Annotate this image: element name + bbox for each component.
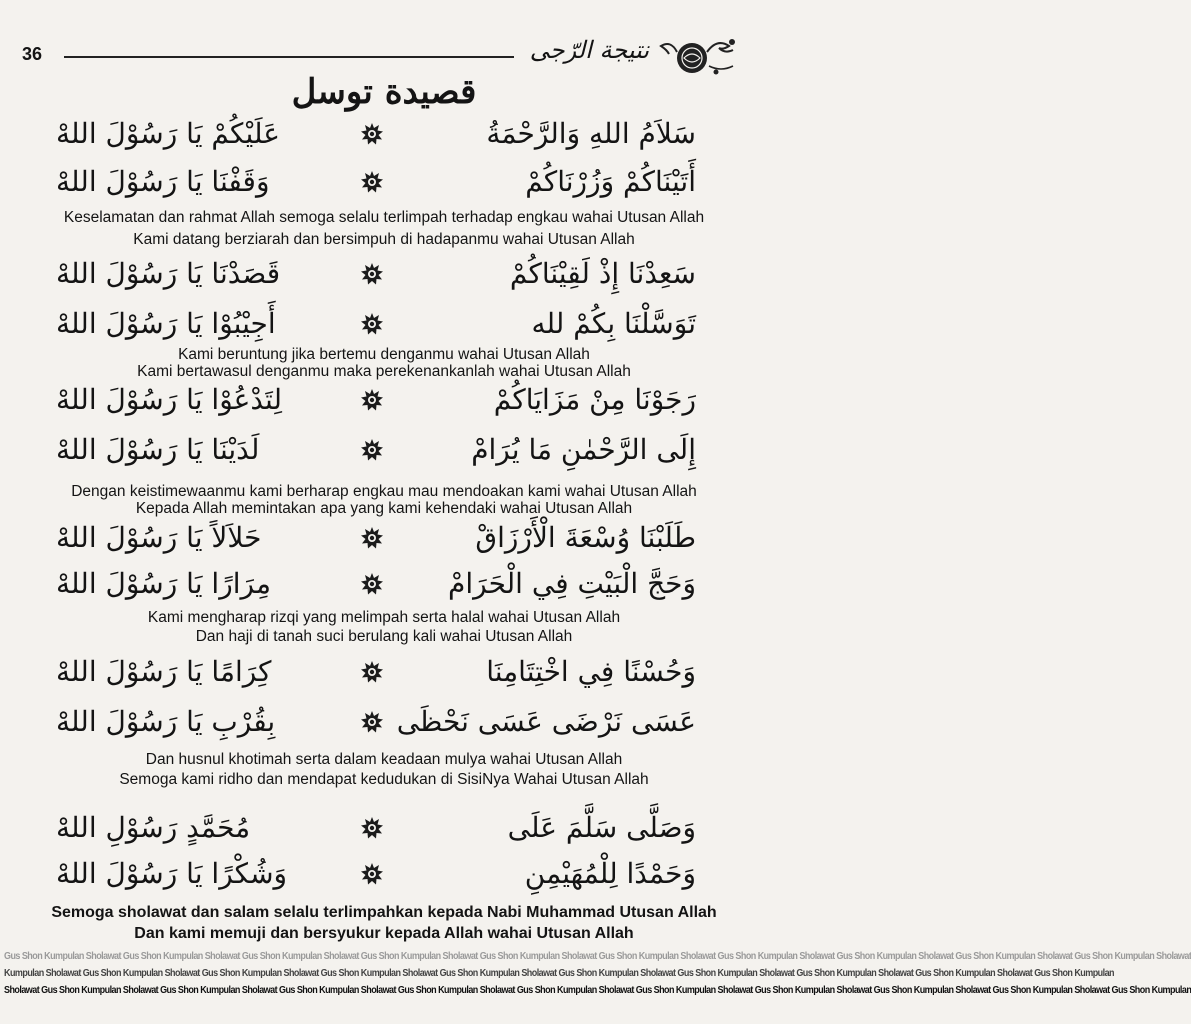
verse-first-hemistich: طَلَبْنَا وُسْعَةَ الْأَرْزَاقْ: [475, 521, 696, 554]
translation-line: Kami mengharap rizqi yang melimpah serta halal wahai Utusan Allah: [147, 609, 621, 626]
star-separator-icon: [360, 572, 384, 596]
verse-line: [56, 562, 696, 606]
verse-second-hemistich: مُحَمَّدٍ رَسُوْلِ اللهْ: [56, 811, 251, 844]
star-separator-icon: [360, 122, 384, 146]
star-separator-icon: [360, 710, 384, 734]
page-number: 36: [22, 44, 43, 64]
verse-first-hemistich: وَحَمْدًا لِلْمُهَيْمِنِ: [524, 857, 696, 890]
star-separator-icon: [360, 170, 384, 194]
translation-line: Kepada Allah memintakan apa yang kami kehendaki wahai Utusan Allah: [135, 500, 633, 517]
book-title: نتيجة الرّجى: [529, 36, 649, 64]
star-separator-icon: [360, 388, 384, 412]
verse-second-hemistich: لَدَيْنَا يَا رَسُوْلَ اللهْ: [56, 433, 260, 466]
verse-first-hemistich: إِلَى الرَّحْمٰنِ مَا يُرَامْ: [471, 433, 696, 466]
verse-second-hemistich: لِتَدْعُوْا يَا رَسُوْلَ اللهْ: [56, 383, 283, 416]
verse-line: [56, 806, 696, 850]
verse-first-hemistich: وَحُسْنًا فِي اخْتِتَامِنَا: [486, 655, 696, 688]
translation-line: Kami bertawasul denganmu maka perekenankanlah wahai Utusan Allah: [137, 363, 631, 380]
verse-second-hemistich: قَصَدْنَا يَا رَسُوْلَ اللهْ: [56, 257, 281, 290]
verse-second-hemistich: وَشُكْرًا يَا رَسُوْلَ اللهْ: [56, 857, 288, 890]
verse-first-hemistich: وَحَجَّ الْبَيْتِ فِي الْحَرَامْ: [448, 567, 696, 600]
verse-line: [56, 112, 696, 156]
translation-line: Kami datang berziarah dan bersimpuh di hadapanmu wahai Utusan Allah: [133, 231, 635, 248]
translation-line: Keselamatan dan rahmat Allah semoga selalu terlimpah terhadap engkau wahai Utusan Allah: [63, 209, 705, 226]
translation-line: Semoga sholawat dan salam selalu terlimpahkan kepada Nabi Muhammad Utusan Allah: [51, 904, 717, 921]
verse-second-hemistich: حَلاَلاً يَا رَسُوْلَ اللهْ: [56, 521, 262, 554]
verse-second-hemistich: مِرَارًا يَا رَسُوْلَ اللهْ: [56, 567, 271, 600]
footer-watermark-row: Kumpulan Sholawat Gus Shon Kumpulan Sholawat Gus Shon Kumpulan Sholawat Gus Shon Kumpulan Sholawat Gus Shon Kumpulan Sholawat Gus Shon Kumpulan Sholawat Gus Shon Kumpulan Sholawat Gus Shon Kumpulan Sholawat Gus Shon Kumpulan Sholawat Gus Shon Kumpulan: [4, 968, 1115, 979]
verse-line: [56, 516, 696, 560]
star-separator-icon: [360, 816, 384, 840]
verse-second-hemistich: كِرَامًا يَا رَسُوْلَ اللهْ: [56, 655, 272, 688]
translation-line: Kami beruntung jika bertemu denganmu wahai Utusan Allah: [178, 346, 590, 363]
translation-line: Semoga kami ridho dan mendapat kedudukan di SisiNya Wahai Utusan Allah: [119, 771, 649, 788]
poem-title: قصيدة توسل: [291, 72, 477, 112]
verse-first-hemistich: أَتَيْنَاكُمْ وَزُرْنَاكُمْ: [525, 165, 696, 198]
verse-first-hemistich: تَوَسَّلْنَا بِكُمْ لله: [531, 307, 696, 340]
verse-line: [56, 252, 696, 296]
verse-first-hemistich: سَلاَمُ اللهِ وَالرَّحْمَةُ: [486, 117, 696, 150]
verse-line: [56, 160, 696, 204]
verse-second-hemistich: وَقَفْنَا يَا رَسُوْلَ اللهْ: [56, 165, 270, 198]
verse-line: [56, 378, 696, 422]
verse-line: [56, 302, 696, 346]
verse-line: [56, 852, 696, 896]
star-separator-icon: [360, 660, 384, 684]
star-separator-icon: [360, 262, 384, 286]
star-separator-icon: [360, 526, 384, 550]
verse-first-hemistich: رَجَوْنَا مِنْ مَزَايَاكُمْ: [493, 383, 696, 416]
star-separator-icon: [360, 438, 384, 462]
footer-watermark-row: Gus Shon Kumpulan Sholawat Gus Shon Kumpulan Sholawat Gus Shon Kumpulan Sholawat Gus Shon Kumpulan Sholawat Gus Shon Kumpulan Sholawat Gus Shon Kumpulan Sholawat Gus Shon Kumpulan Sholawat Gus Shon Kumpulan Sholawat Gus Shon Kumpulan Sholawat Gus Shon Kumpulan Sholawat: [4, 951, 1191, 962]
translation-line: Dan kami memuji dan bersyukur kepada Allah wahai Utusan Allah: [134, 925, 634, 942]
translation-line: Dan husnul khotimah serta dalam keadaan mulya wahai Utusan Allah: [145, 751, 623, 768]
verse-first-hemistich: عَسَى نَرْضَى عَسَى نَحْظَى: [396, 705, 696, 738]
verse-second-hemistich: عَلَيْكُمْ يَا رَسُوْلَ اللهْ: [56, 117, 280, 150]
translation-line: Dan haji di tanah suci berulang kali wahai Utusan Allah: [195, 628, 573, 645]
verse-second-hemistich: أَجِيْبُوْا يَا رَسُوْلَ اللهْ: [56, 307, 276, 340]
verse-line: [56, 650, 696, 694]
verse-line: [56, 428, 696, 472]
header-rule: [64, 56, 514, 58]
verse-second-hemistich: بِقُرْبِ يَا رَسُوْلَ اللهْ: [56, 705, 276, 738]
footer-watermark: [4, 948, 1191, 1008]
footer-watermark-row: Sholawat Gus Shon Kumpulan Sholawat Gus Shon Kumpulan Sholawat Gus Shon Kumpulan Sholawat Gus Shon Kumpulan Sholawat Gus Shon Kumpulan Sholawat Gus Shon Kumpulan Sholawat Gus Shon Kumpulan Sholawat Gus Shon Kumpulan Sholawat Gus Shon Kumpulan Sholawat Gus Shon Kumpulan: [4, 985, 1191, 996]
star-separator-icon: [360, 312, 384, 336]
translation-line: Dengan keistimewaanmu kami berharap engkau mau mendoakan kami wahai Utusan Allah: [71, 483, 697, 500]
verse-line: [56, 700, 696, 744]
verse-first-hemistich: وَصَلَّى سَلَّمَ عَلَى: [507, 811, 696, 844]
star-separator-icon: [360, 862, 384, 886]
verse-first-hemistich: سَعِدْنَا إِذْ لَقِيْنَاكُمْ: [509, 257, 696, 290]
